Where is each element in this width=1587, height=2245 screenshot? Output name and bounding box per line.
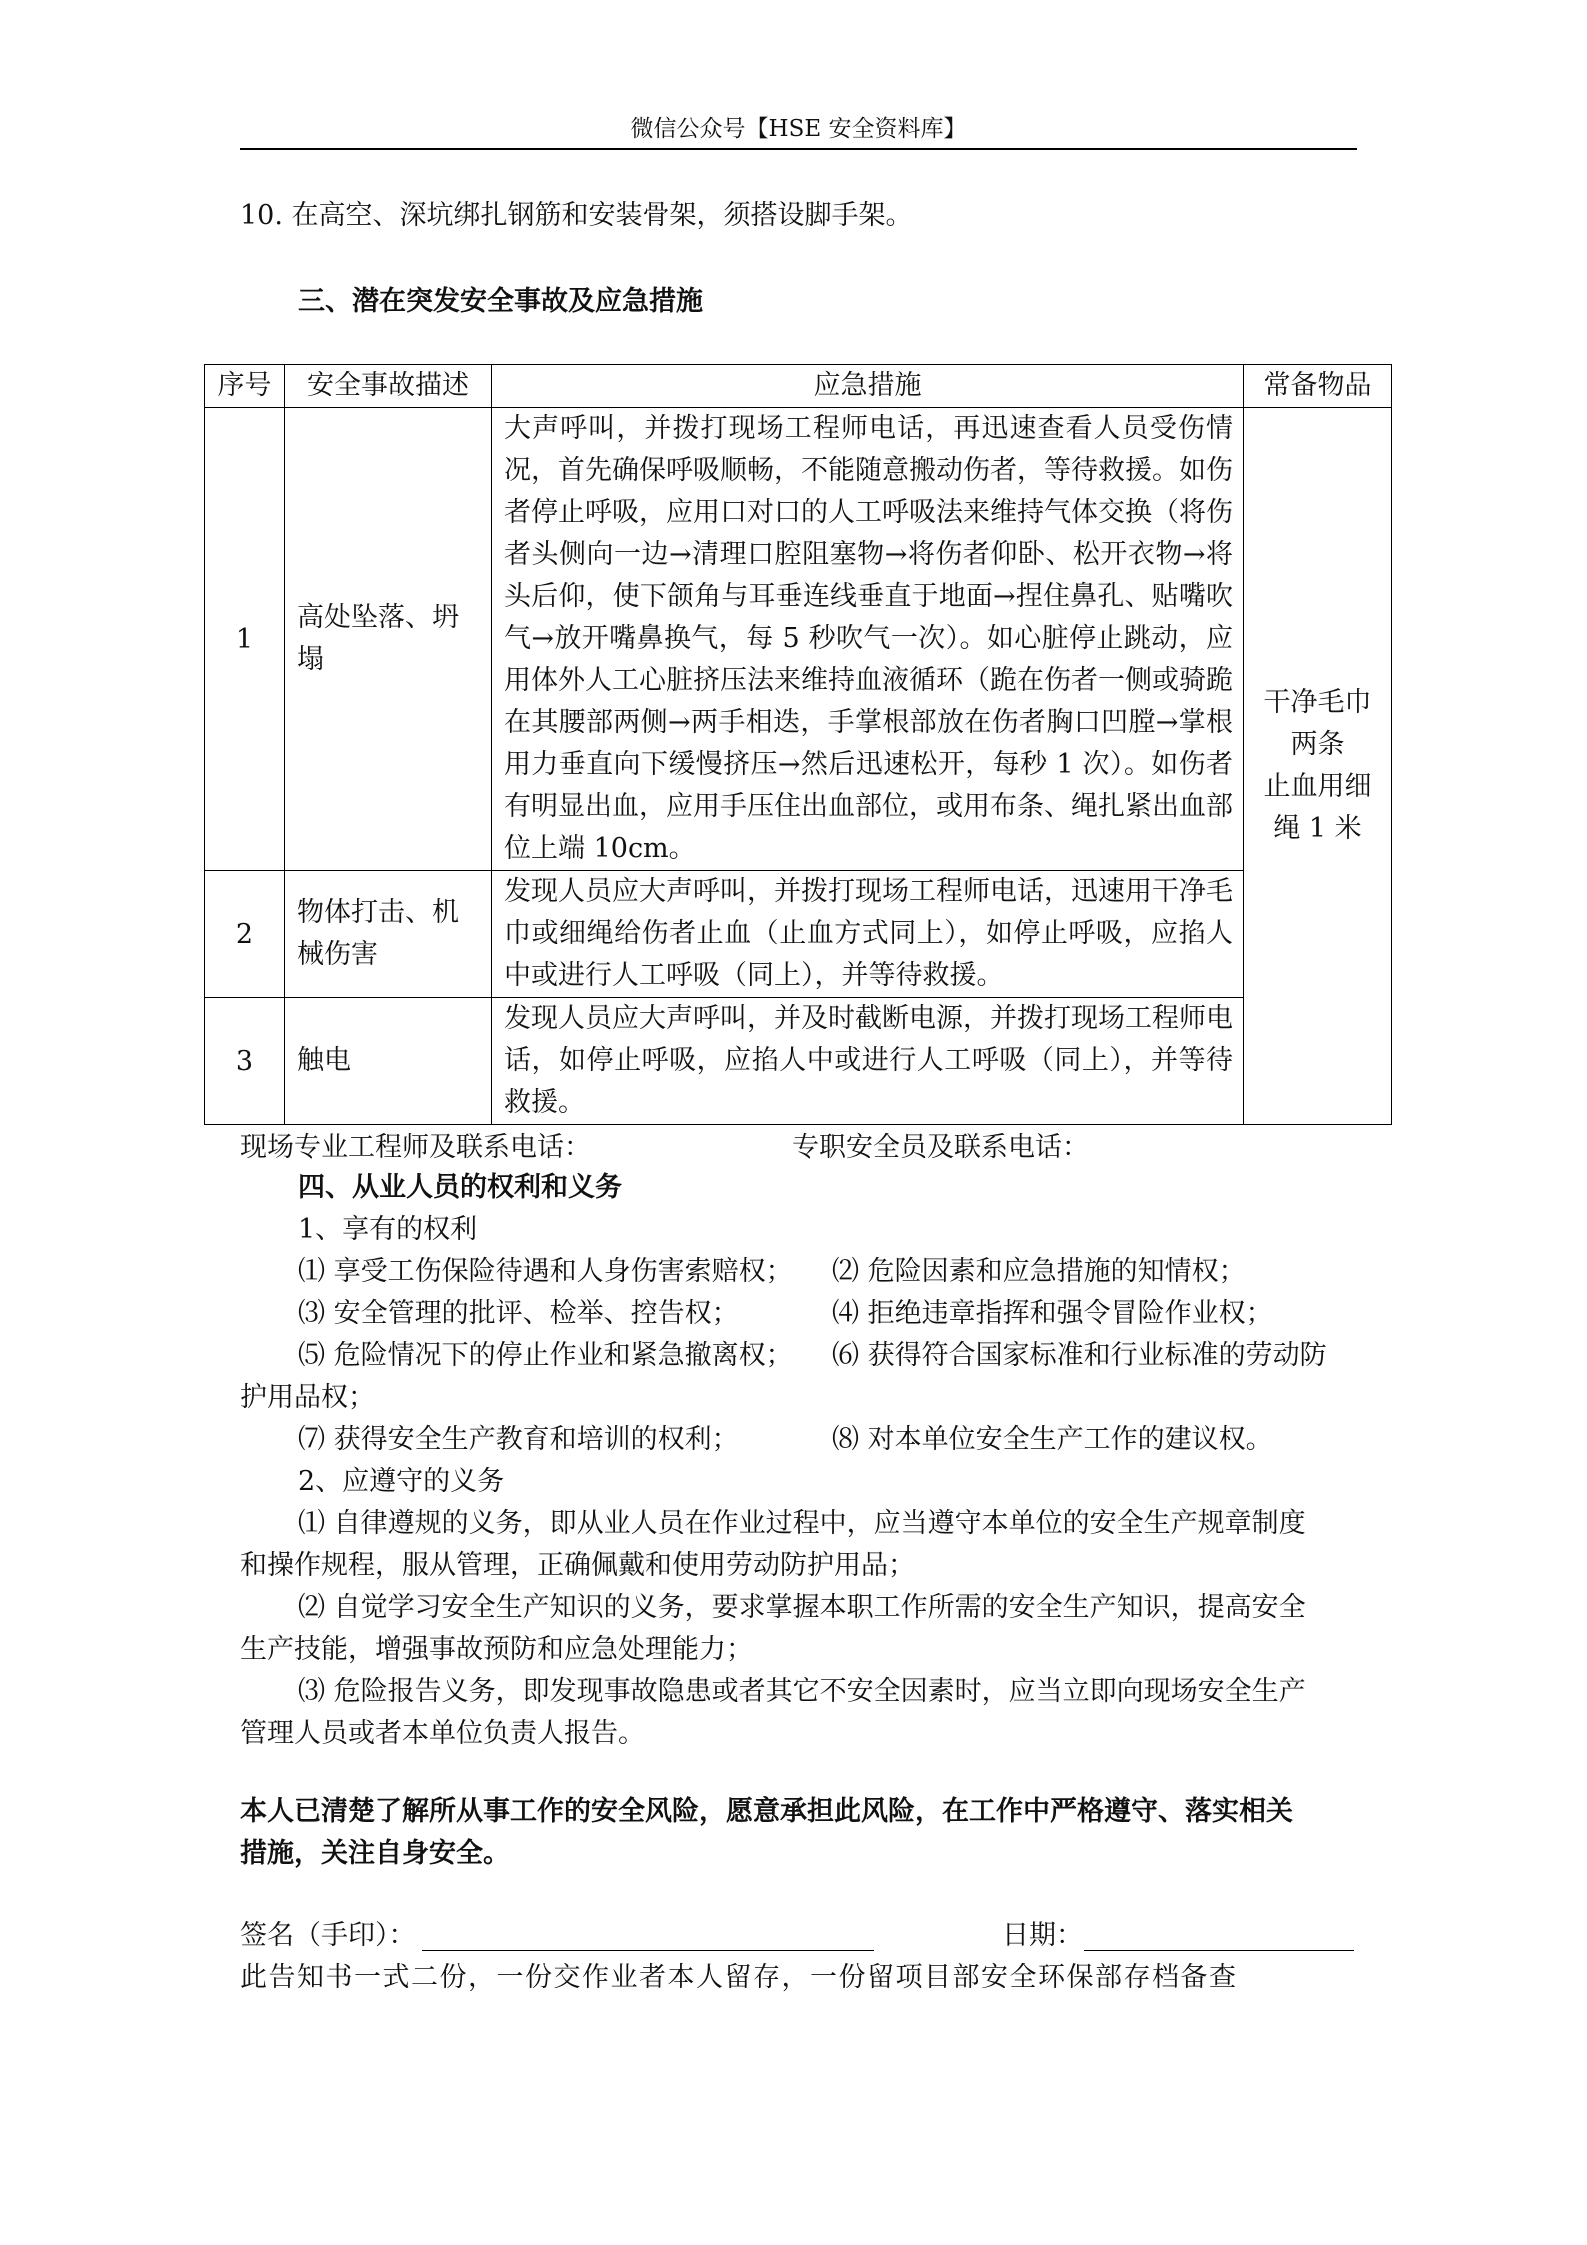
row-measures: 大声呼叫，并拨打现场工程师电话，再迅速查看人员受伤情况，首先确保呼吸顺畅，不能随意搬动伤者，等待救援。如伤者停止呼吸，应用口对口的人工呼吸法来维持气体交换（将伤者头侧向一边→清理口腔阻塞物→将伤者仰卧、松开衣物→将头后仰，使下颌角与耳垂连线垂直于地面→捏住鼻孔、贴嘴吹气→放开嘴鼻换气，每 5 秒吹气一次）。如心脏停止跳动，应用体外人工心脏挤压法来维持血液循环（跪在伤者一侧或骑跪在其腰部两侧→两手相迭，手掌根部放在伤者胸口凹膛→掌根用力垂直向下缓慢挤压→然后迅速松开，每秒 1 次）。如伤者有明显出血，应用手压住出血部位，或用布条、绳扎紧出血部位上端 10cm。	[492, 408, 1244, 871]
date-label: 日期：	[1002, 1920, 1083, 1951]
right-item: ⑻ 对本单位安全生产工作的建议权。	[832, 1424, 1273, 1455]
col-header-index: 序号	[205, 365, 285, 408]
safety-officer-contact-label: 专职安全员及联系电话：	[792, 1132, 1089, 1163]
duty-item: ⑵ 自觉学习安全生产知识的义务，要求掌握本职工作所需的安全生产知识，提高安全	[298, 1592, 1306, 1623]
emergency-table	[204, 364, 1392, 1125]
table-row	[205, 871, 1392, 998]
right-item-wrap: 护用品权；	[240, 1382, 375, 1413]
table-row	[205, 998, 1392, 1125]
duties-title: 2、应遵守的义务	[298, 1466, 505, 1497]
duty-item-wrap: 管理人员或者本单位负责人报告。	[240, 1718, 645, 1749]
row-description: 物体打击、机械伤害	[285, 871, 492, 998]
col-header-supplies: 常备物品	[1244, 365, 1392, 408]
row-measures: 发现人员应大声呼叫，并拨打现场工程师电话，迅速用干净毛巾或细绳给伤者止血（止血方式同上），如停止呼吸，应掐人中或进行人工呼吸（同上），并等待救援。	[492, 871, 1244, 998]
right-item: ⑺ 获得安全生产教育和培训的权利；	[298, 1424, 739, 1455]
engineer-contact-label: 现场专业工程师及联系电话：	[240, 1132, 591, 1163]
right-item: ⑸ 危险情况下的停止作业和紧急撤离权；	[298, 1340, 793, 1371]
table-header-row	[205, 365, 1392, 408]
table-row	[205, 408, 1392, 871]
col-header-measures: 应急措施	[492, 365, 1244, 408]
item-10: 10. 在高空、深坑绑扎钢筋和安装骨架，须搭设脚手架。	[240, 200, 913, 231]
footer-note: 此告知书一式二份，一份交作业者本人留存，一份留项目部安全环保部存档备查	[240, 1962, 1238, 1993]
right-item: ⑵ 危险因素和应急措施的知情权；	[832, 1256, 1246, 1287]
supplies-line: 两条	[1290, 729, 1345, 760]
header-rule	[240, 148, 1357, 150]
row-index: 3	[205, 998, 285, 1125]
row-description: 触电	[285, 998, 492, 1125]
supplies-cell	[1244, 408, 1392, 1125]
right-item: ⑹ 获得符合国家标准和行业标准的劳动防	[832, 1340, 1327, 1371]
rights-title: 1、享有的权利	[298, 1214, 478, 1245]
supplies-line: 绳 1 米	[1273, 813, 1362, 844]
section-4-title: 四、从业人员的权利和义务	[298, 1172, 622, 1203]
right-item: ⑶ 安全管理的批评、检举、控告权；	[298, 1298, 739, 1329]
signature-label: 签名（手印）：	[240, 1920, 416, 1951]
supplies-line: 止血用细	[1263, 771, 1372, 802]
row-index: 2	[205, 871, 285, 998]
right-item: ⑷ 拒绝违章指挥和强令冒险作业权；	[832, 1298, 1273, 1329]
declaration-line: 措施，关注自身安全。	[240, 1838, 510, 1869]
col-header-description: 安全事故描述	[285, 365, 492, 408]
duty-item: ⑴ 自律遵规的义务，即从业人员在作业过程中，应当遵守本单位的安全生产规章制度	[298, 1508, 1306, 1539]
section-3-title: 三、潜在突发安全事故及应急措施	[298, 286, 703, 317]
page-header: 微信公众号【HSE 安全资料库】	[630, 116, 967, 142]
row-description: 高处坠落、坍塌	[285, 408, 492, 871]
duty-item: ⑶ 危险报告义务，即发现事故隐患或者其它不安全因素时，应当立即向现场安全生产	[298, 1676, 1306, 1707]
supplies-line: 干净毛巾	[1263, 687, 1372, 718]
signature-field[interactable]	[422, 1950, 874, 1951]
date-field[interactable]	[1084, 1950, 1354, 1951]
row-measures: 发现人员应大声呼叫，并及时截断电源，并拨打现场工程师电话，如停止呼吸，应掐人中或进行人工呼吸（同上），并等待救援。	[492, 998, 1244, 1125]
row-index: 1	[205, 408, 285, 871]
declaration-line: 本人已清楚了解所从事工作的安全风险，愿意承担此风险，在工作中严格遵守、落实相关	[240, 1796, 1293, 1827]
right-item: ⑴ 享受工伤保险待遇和人身伤害索赔权；	[298, 1256, 793, 1287]
duty-item-wrap: 生产技能，增强事故预防和应急处理能力；	[240, 1634, 753, 1665]
duty-item-wrap: 和操作规程，服从管理，正确佩戴和使用劳动防护用品；	[240, 1550, 915, 1581]
